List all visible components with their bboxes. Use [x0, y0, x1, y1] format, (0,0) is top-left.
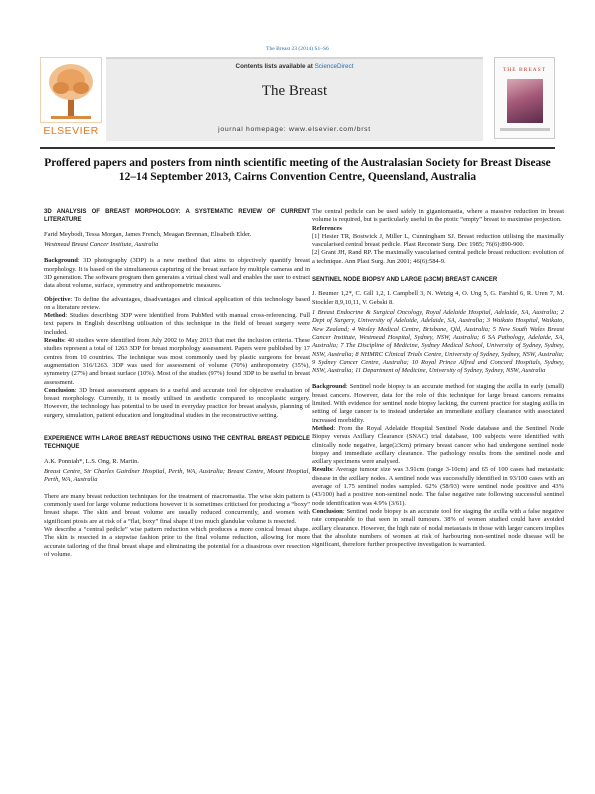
header-divider: [40, 147, 555, 149]
elsevier-logo: [40, 57, 102, 139]
section-label: Conclusion: [312, 507, 343, 515]
section-label: Results: [312, 466, 333, 474]
section-text: : 3D photography (3DP) is a new method that aims to objectively quantify breast morphology. It is based on the simultaneous capturing of the breast surface by multiple cameras and in 3D generation. The software program then generates a virtual chest wall and enables the user to extract data about volume, surface, symmetry and anthropometric measures.: [44, 257, 310, 290]
spacer: [44, 425, 310, 435]
abstract-heading: SENTINEL NODE BIOPSY AND LARGE (≥3CM) BREAST CANCER: [312, 277, 498, 284]
section-text: : Sentinel node biopsy is an accurate method for staging the axilla in early (small) breast cancers. However, data for the role of this technique for large breast cancers remains limited. With evidence for sentinel node biopsy lacking, the current practice for staging axilla in setting of large cancer is to instead undertake an immediate axillary clearance with associated increased morbidity.: [312, 383, 564, 424]
section-label: Background: [44, 257, 78, 265]
section-label: Objective: [44, 295, 71, 303]
abstract-authors: A.K. Ponniah*, L.S. Ong, R. Martin.: [44, 457, 139, 465]
elsevier-tree-icon: [40, 57, 102, 123]
section-label: Method: [312, 424, 334, 432]
abstract-paragraph: We describe a “central pedicle” wise pattern reduction which produces a more conical breast shape. The skin is resected in a stepwise fashion prior to the final volume reduction, allowing for more accurate tailoring of the final breast shape and eliminating the potential for a disastrous over resection of volume.: [44, 525, 310, 558]
section-text: : To define the advantages, disadvantages and clinical application of this technology based on a literature review.: [44, 295, 310, 311]
section-text: : 40 studies were identified from July 2002 to May 2013 that met the inclusion criteria. These studies represent a total of 1263 3DP for breast morphology assessment. Papers were published by 17 centres from 10 countries. The technique was most commonly used by plastic surgeons for breast augmentation 316/1263. 3DP was used for assessment of volume (70%) anthropometry (35%), symmetry (27%) and breast surface (10%). Most of the studies (97%) found 3DP to be useful in breast assessment.: [44, 337, 310, 386]
reference-item[interactable]: [1] Hester TR, Bostwick J, Miller L, Cunningham SJ. Breast reduction utilising the maximally vascularised central breast pedicle. Plast Reconstr Surg. Dec 1985; 76(6):890-900.: [312, 232, 564, 249]
section-text: : Sentinel node biopsy is an accurate tool for staging the axilla with a false negative rate comparable to that seen in small tumours. 38% of women studied could have avoided axillary clearance. However, the high rate of nodal metastasis in those with larger cancers implies that the absolute numbers of women at risk of harbouring non-sentinel node disease will be significant, therefore further prospective investigation is warranted.: [312, 507, 564, 549]
cover-artwork: [507, 79, 543, 123]
left-column: [44, 208, 310, 564]
right-column: [312, 208, 564, 554]
abstract-conclusion: [44, 387, 310, 420]
section-text: : 3D breast assessment appears to a useful and accurate tool for objective evaluation of breast morphology. Currently, it is mostly utilised in aesthetic compared to oncoplastic surgery. However, the technology has potential to be used in everyday practice for breast analysis, planning of surgery, simulation, patient education and longitudinal studies in the reconstructive setting.: [44, 386, 310, 419]
homepage-link[interactable]: www.elsevier.com/brst: [288, 126, 371, 133]
abstract-affiliation: Breast Centre, Sir Charles Gairdner Hospital, Perth, WA, Australia; Breast Centre, Mount Hospital, Perth, WA, Australia: [44, 468, 310, 484]
abstract-authors: Farid Meybodi, Tessa Morgan, James French, Meagan Brennan, Elisabeth Elder.: [44, 230, 252, 238]
abstract-paragraph: There are many breast reduction techniques for the treatment of macromastia. The wise skin pattern is commonly used for large volume reductions however it is sometimes criticised for producing a “boxy” breast shape. The skin and breast volume are usually reduced concurrently, and women with significant ptosis are at risk of a “flat, boxy” final shape if too much glandular volume is resected.: [44, 492, 310, 525]
homepage-prefix: journal homepage:: [218, 126, 287, 133]
abstract-method: [44, 312, 310, 337]
references-heading: References: [312, 224, 342, 232]
abstract-affiliation: Westmead Breast Cancer Institute, Australia: [44, 241, 159, 249]
reference-item[interactable]: [2] Grant JH, Rand RP. The maximally vascularised central pedicle breast reduction: evolution of a technique. Ann Plast Surg. Jun 2001; 46(6):584-9.: [312, 249, 564, 265]
cover-footer-bar: [500, 128, 550, 131]
journal-title: The Breast: [261, 83, 328, 99]
abstract-authors: J. Beumer 1,2*, C. Gill 1,2, I. Campbell 3, N. Wetzig 4, O. Ung 5, G. Farshid 6, R. Uren 7, M. Stockler 8,9,10,11, V. Gebski 8.: [312, 290, 564, 306]
abstract-conclusion: [312, 508, 564, 549]
spacer: [312, 266, 564, 276]
abstract-results: [312, 466, 564, 507]
homepage-line: [106, 126, 483, 133]
proceedings-title: Proffered papers and posters from ninth scientific meeting of the Australasian Society for Breast Disease 12–14 September 2013, Cairns Convention Centre, Queensland, Australia: [44, 157, 551, 183]
section-label: Results: [44, 337, 65, 345]
abstract-paragraph: The central pedicle can be used safely in gigantomastia, where a massive reduction in breast volume is required, but is particularly useful in the ptotic “empty” breast to maximise projection.: [312, 208, 564, 224]
cover-title: THE BREAST: [502, 67, 547, 73]
section-label: Conclusion: [44, 386, 75, 394]
abstract-background: [44, 257, 310, 290]
abstract-heading: 3D ANALYSIS OF BREAST MORPHOLOGY: A SYSTEMATIC REVIEW OF CURRENT LITERATURE: [44, 209, 310, 224]
abstract-results: [44, 337, 310, 387]
section-text: : From the Royal Adelaide Hospital Sentinel Node database and the Sentinel Node Biopsy versus Axillary Clearance (SNAC) trial database, 100 subjects were identified with clinically node negative, large(≥3cm) primary breast cancer who had undergone sentinel node biopsy and immediate axillary clearance. The pathology results from the sentinel node and axillary specimens were analysed.: [312, 424, 564, 466]
abstract-heading: EXPERIENCE WITH LARGE BREAST REDUCTIONS USING THE CENTRAL BREAST PEDICLE TECHNIQUE: [44, 436, 310, 451]
section-text: : Studies describing 3DP were identified from PubMed with manual cross-referencing. Full text papers in English describing utilisation of this technique in the field of breast surgery were included.: [44, 312, 310, 336]
section-label: Background: [312, 383, 346, 391]
contents-prefix: Contents lists available at: [235, 63, 313, 70]
abstract-objective: [44, 296, 310, 313]
sciencedirect-link[interactable]: ScienceDirect: [314, 63, 354, 70]
journal-citation[interactable]: The Breast 23 (2014) S1–S6: [266, 46, 329, 52]
section-label: Method: [44, 312, 66, 320]
abstract-background: [312, 383, 564, 424]
publisher-wordmark: ELSEVIER: [43, 125, 99, 137]
abstract-method: [312, 425, 564, 466]
abstract-affiliation: 1 Breast Endocrine & Surgical Oncology, Royal Adelaide Hospital, Adelaide, SA, Australia; 2 Dept of Surgery, University of Adelaide, Adelaide, SA, Australia; 3 Waikato Hospital, Waikato, New Zealand; 4 Wesley Medical Centre, Brisbane, Qld, Australia; 5 New South Wales Breast Cancer Institute, Westmead Hospital, Sydney, NSW, Australia; 6 SA Pathology, Adelaide, SA, Australia; 7 The Discipline of Medicine, Sydney Medical School, University of Sydney, Sydney, NSW, Australia; 8 NHMRC Clinical Trials Centre, University of Sydney, Sydney, NSW, Australia; 9 Sydney Cancer Centre, Australia; 10 Royal Prince Alfred and Concord Hospitals, Sydney, NSW, Australia; 11 Department of Medicine, University of Sydney, Sydney, NSW, Australia: [312, 309, 564, 375]
journal-cover-thumbnail: [494, 57, 555, 139]
contents-line: [106, 63, 483, 70]
section-text: : Average tumour size was 3.91cm (range 3-10cm) and 65 of 100 cases had metastatic disease in the axillary nodes. A sentinel node was successfully identified in 93/100 cases with an average of 1.75 sentinel nodes sampled. 62% (58/93) were sentinel node positive and 43% (43/100) had a positive non-sentinel node. The false negative rate following successful sentinel node identification was 4.9% (3/61).: [312, 466, 564, 507]
journal-masthead: [40, 57, 555, 143]
journal-header-box: [106, 57, 483, 141]
